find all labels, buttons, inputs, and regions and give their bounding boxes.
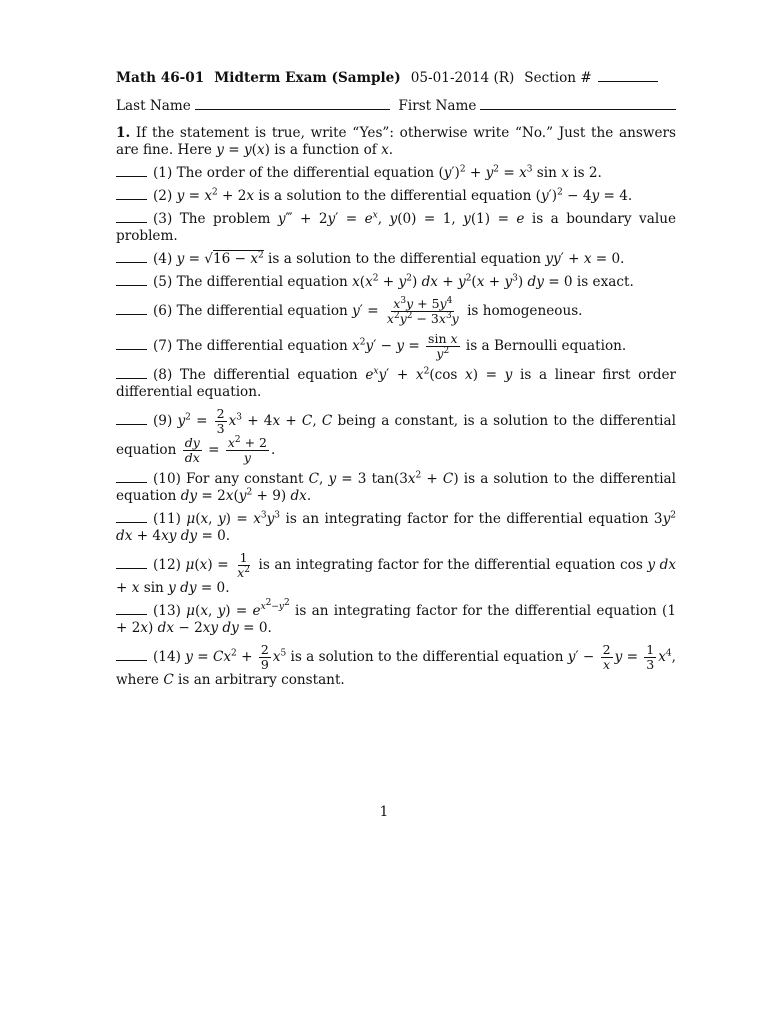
problem-number: 1. [116,125,131,141]
question-2: (2) $y = x^2 + 2x$ is a solution to the differential equation $(y')^2 - 4y = 4$. [116,188,676,205]
answer-blank-4[interactable] [116,252,147,263]
section-field[interactable] [598,70,658,82]
course-code: Math 46-01 [116,70,205,86]
question-13: (13) μ(x, $y) = e^{x^2-y^2}$ is an integrating factor for the differential equation (1 + 2x) dx − 2xy dy = 0. [116,598,676,636]
answer-blank-13[interactable] [116,604,147,615]
question-9: (9) $y^2$ = $\frac{2}{3}$ $x^3 + 4x + C$, C being a constant, is a solution to the differential equation $\frac{dy}{dx}$ = $\frac{x^2 + 2}{y}$ . [116,406,676,465]
question-12: (12) μ(x) = $\frac{1}{x^2}$ is an integrating factor for the differential equation cos y dx + x sin y dy = 0. [116,550,676,596]
answer-blank-10[interactable] [116,472,147,483]
first-name-label: First Name [398,98,477,114]
answer-blank-12[interactable] [116,558,147,569]
question-1: (1) The order of the differential equation $(y')^2 + y^2 = x^3$ sin x is 2. [116,165,676,182]
section-label: Section # [524,70,592,86]
answer-blank-14[interactable] [116,650,147,661]
question-11: (11) μ(x, $y) = x^3y^3$ is an integrating factor for the differential equation $3y^2$ dx + 4xy dy = 0. [116,510,676,544]
question-7: (7) The differential equation $x^2y' - y$ = $\frac{\text{sin x}}{y^2}$ is a Bernoulli equation. [116,332,676,361]
answer-blank-11[interactable] [116,512,147,523]
question-3: (3) The problem y‴ + $2y' = e^x$, y(0) = 1, y(1) = e is a boundary value problem. [116,210,676,244]
answer-blank-9[interactable] [116,414,147,425]
first-name-field[interactable] [480,98,676,110]
question-4: (4) $y = √16 - x^2$ is a solution to the differential equation yy′ + x = 0. [116,251,676,268]
answer-blank-7[interactable] [116,339,147,350]
problem-intro: 1. If the statement is true, write “Yes”: otherwise write “No.” Just the answers are fine. Here y = y(x) is a function of x. [116,125,676,158]
question-5: (5) The differential equation $x(x^2 + y^2)$ dx + $y^2(x + y^3)$ dy = 0 is exact. [116,274,676,291]
exam-header [116,70,676,87]
answer-blank-2[interactable] [116,189,147,200]
last-name-label: Last Name [116,98,191,114]
question-8: (8) The differential equation $e^xy' + x^2(\cos$ x) = y is a linear first order differential equation. [116,366,676,400]
answer-blank-1[interactable] [116,166,147,177]
page-number: 1 [379,804,389,820]
question-14: (14) $y = Cx^2$ + $\frac{2}{9}$ $x^5$ is a solution to the differential equation y′ − $\frac{2}{x}$ y = $\frac{1}{3}$ $x^4$, where C is an arbitrary constant. [116,642,676,688]
exam-page [116,70,676,689]
answer-blank-8[interactable] [116,368,147,379]
exam-date: 05-01-2014 (R) [410,70,515,86]
exam-title: Midterm Exam (Sample) [214,70,401,86]
question-6: (6) The differential equation y′ = $\frac{x^3y + 5y^4}{x^2y^2 - 3x^3y}$ is homogeneous. [116,297,676,326]
answer-blank-6[interactable] [116,304,147,315]
last-name-field[interactable] [195,98,391,110]
name-row [116,98,676,115]
answer-blank-3[interactable] [116,212,147,223]
answer-blank-5[interactable] [116,275,147,286]
question-10: (10) For any constant C, y = 3 $\tan(3x^2 + C)$ is a solution to the differential equation dy = $2x(y^2 + 9)$ dx. [116,470,677,504]
